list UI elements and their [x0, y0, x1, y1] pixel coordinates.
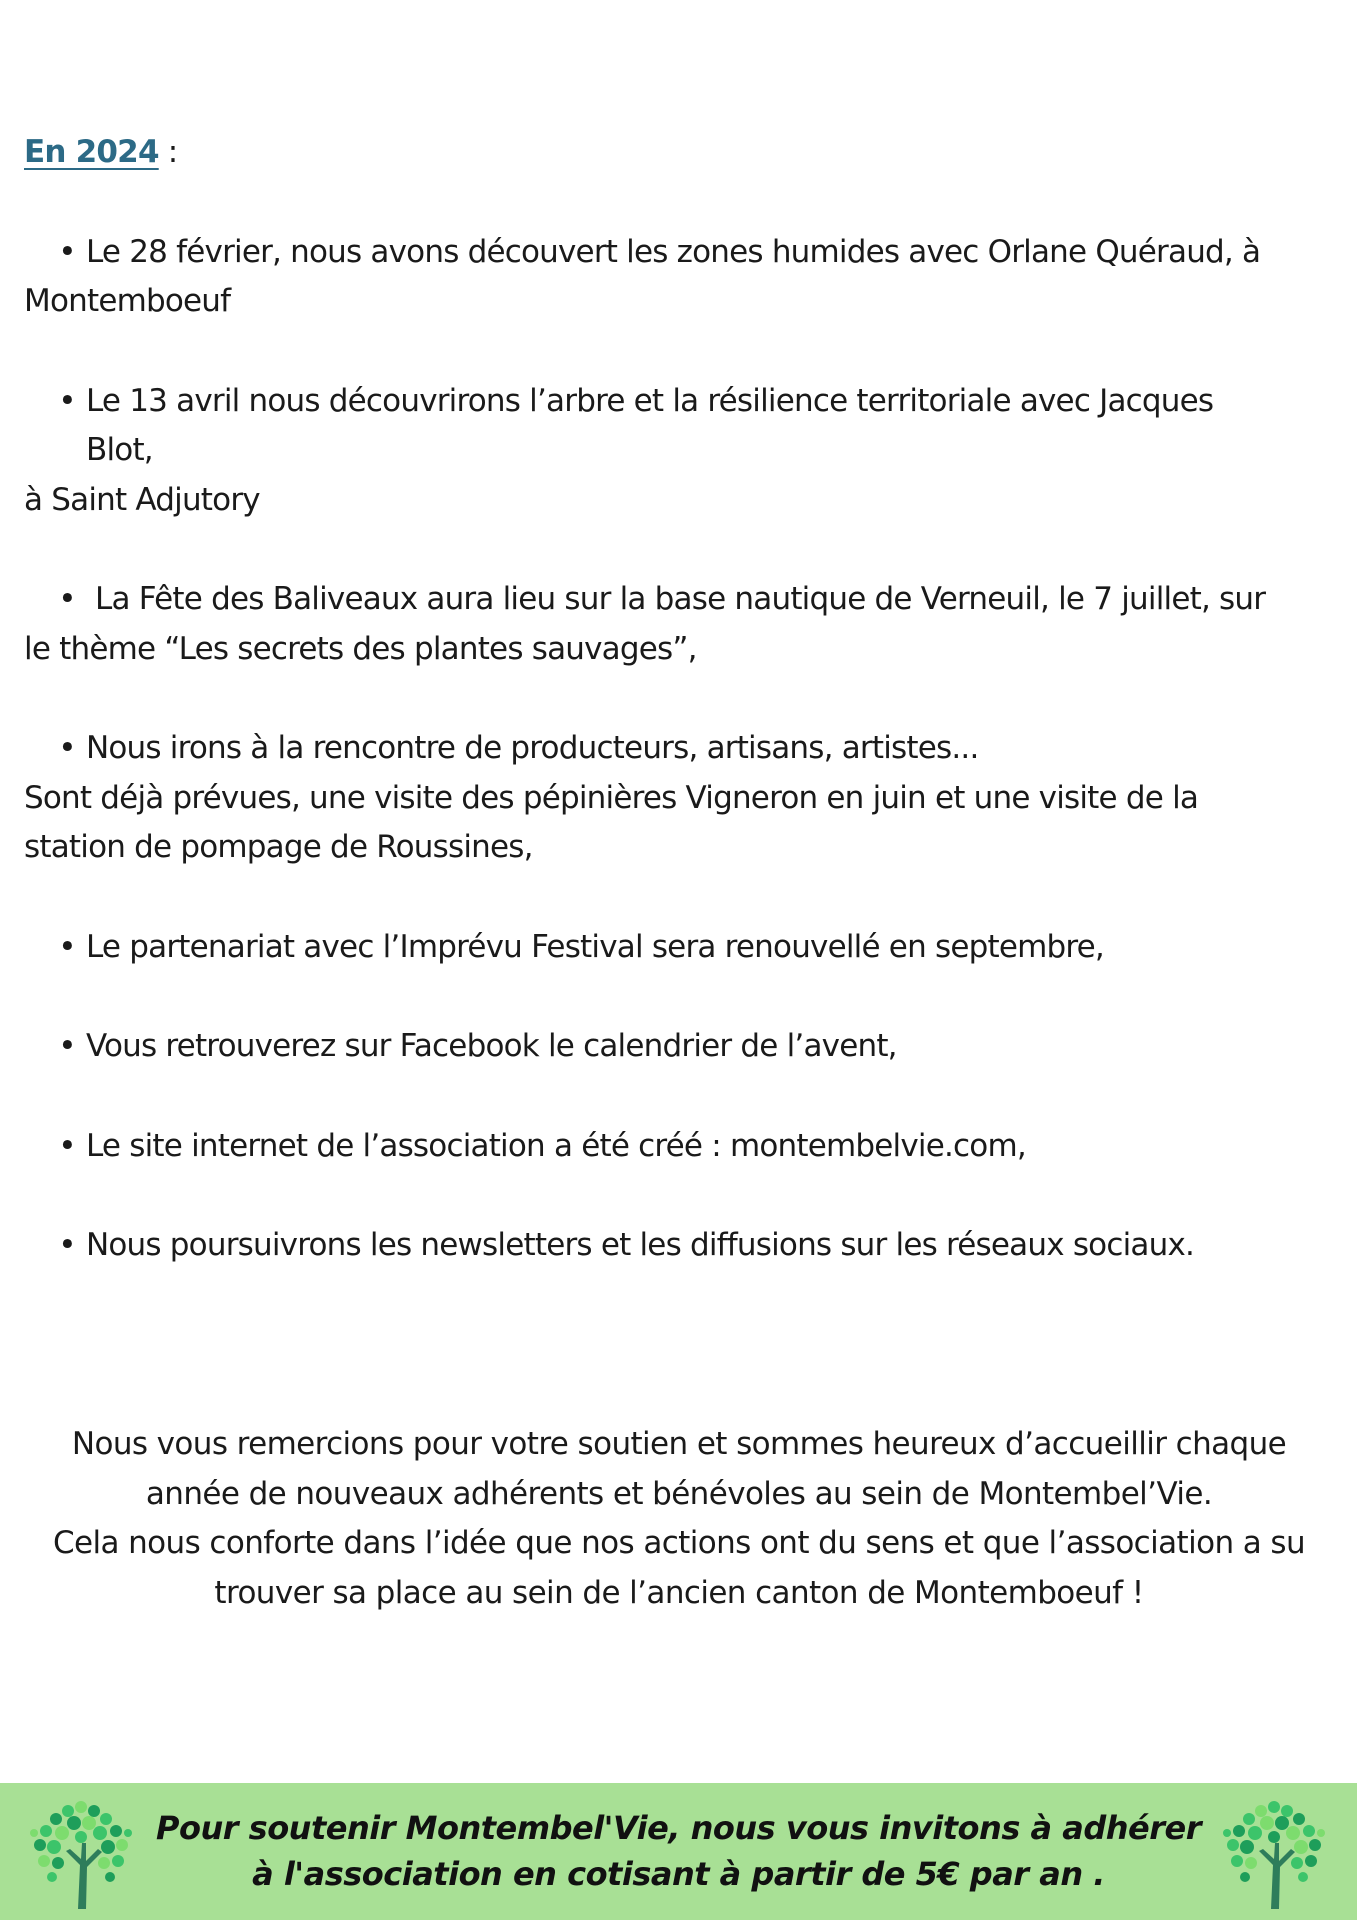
list-item-text: Le 28 février, nous avons découvert les zones humides avec Orlane Quéraud, à — [86, 233, 1261, 270]
bullet-icon: • — [58, 382, 76, 419]
list-item-text: Le partenariat avec l’Imprévu Festival sera renouvellé en septembre, — [86, 928, 1104, 965]
bullet-icon: • — [58, 928, 76, 965]
membership-line: à l'association en cotisant à partir de 5€ par an . — [252, 1855, 1105, 1893]
list-item-continuation: Sont déjà prévues, une visite des pépinières Vigneron en juin et une visite de la — [24, 779, 1199, 816]
bullet-icon: • — [58, 233, 76, 270]
list-item — [24, 923, 1334, 973]
membership-line: Pour soutenir Montembel'Vie, nous vous invitons à adhérer — [156, 1809, 1201, 1847]
list-item-text: Le site internet de l’association a été créé : montembelvie.com, — [86, 1127, 1026, 1164]
list-item-continuation: le thème “Les secrets des plantes sauvages”, — [24, 630, 697, 667]
list-item — [24, 724, 1334, 873]
list-item-text: Nous poursuivrons les newsletters et les diffusions sur les réseaux sociaux. — [86, 1227, 1195, 1263]
tree-icon — [1215, 1793, 1333, 1911]
list-item-text: Vous retrouverez sur Facebook le calendrier de l’avent, — [86, 1028, 897, 1064]
closing-line: trouver sa place au sein de l’ancien canton de Montemboeuf ! — [214, 1574, 1144, 1611]
closing-line: Cela nous conforte dans l’idée que nos actions ont du sens et que l’association a su — [52, 1525, 1306, 1561]
list-item-text: La Fête des Baliveaux aura lieu sur la base nautique de Verneuil, le 7 juillet, sur — [86, 581, 1266, 617]
bullet-icon: • — [58, 581, 76, 617]
bullet-icon: • — [58, 1028, 76, 1064]
list-item — [24, 1122, 1334, 1172]
closing-line: Nous vous remercions pour votre soutien et sommes heureux d’accueillir chaque — [71, 1426, 1287, 1462]
list-item-continuation: à Saint Adjutory — [24, 481, 260, 518]
list-item — [24, 228, 1334, 327]
closing-line: année de nouveaux adhérents et bénévoles au sein de Montembel’Vie. — [145, 1475, 1213, 1512]
bullet-icon: • — [58, 1127, 76, 1164]
list-item — [24, 377, 1334, 526]
tree-icon — [22, 1793, 140, 1911]
bullet-icon: • — [58, 1227, 76, 1263]
list-item-continuation: Montemboeuf — [24, 283, 231, 319]
list-item — [24, 1221, 1334, 1271]
heading-colon: : — [158, 134, 178, 170]
document-body — [24, 128, 1334, 1321]
list-item-text: Nous irons à la rencontre de producteurs, artisans, artistes... — [86, 730, 979, 766]
list-item-continuation: station de pompage de Roussines, — [24, 829, 533, 865]
section-heading — [24, 128, 1334, 178]
membership-invitation — [150, 1805, 1207, 1897]
list-item-text: Le 13 avril nous découvrirons l’arbre et la résilience territoriale avec Jacques — [86, 382, 1214, 419]
list-item — [24, 575, 1334, 674]
bullet-icon: • — [58, 730, 76, 766]
list-item-hang-text: Blot, — [86, 432, 153, 468]
membership-banner — [0, 1783, 1357, 1920]
list-item — [24, 1022, 1334, 1072]
heading-link[interactable]: En 2024 — [24, 134, 159, 170]
closing-paragraph — [14, 1420, 1344, 1618]
